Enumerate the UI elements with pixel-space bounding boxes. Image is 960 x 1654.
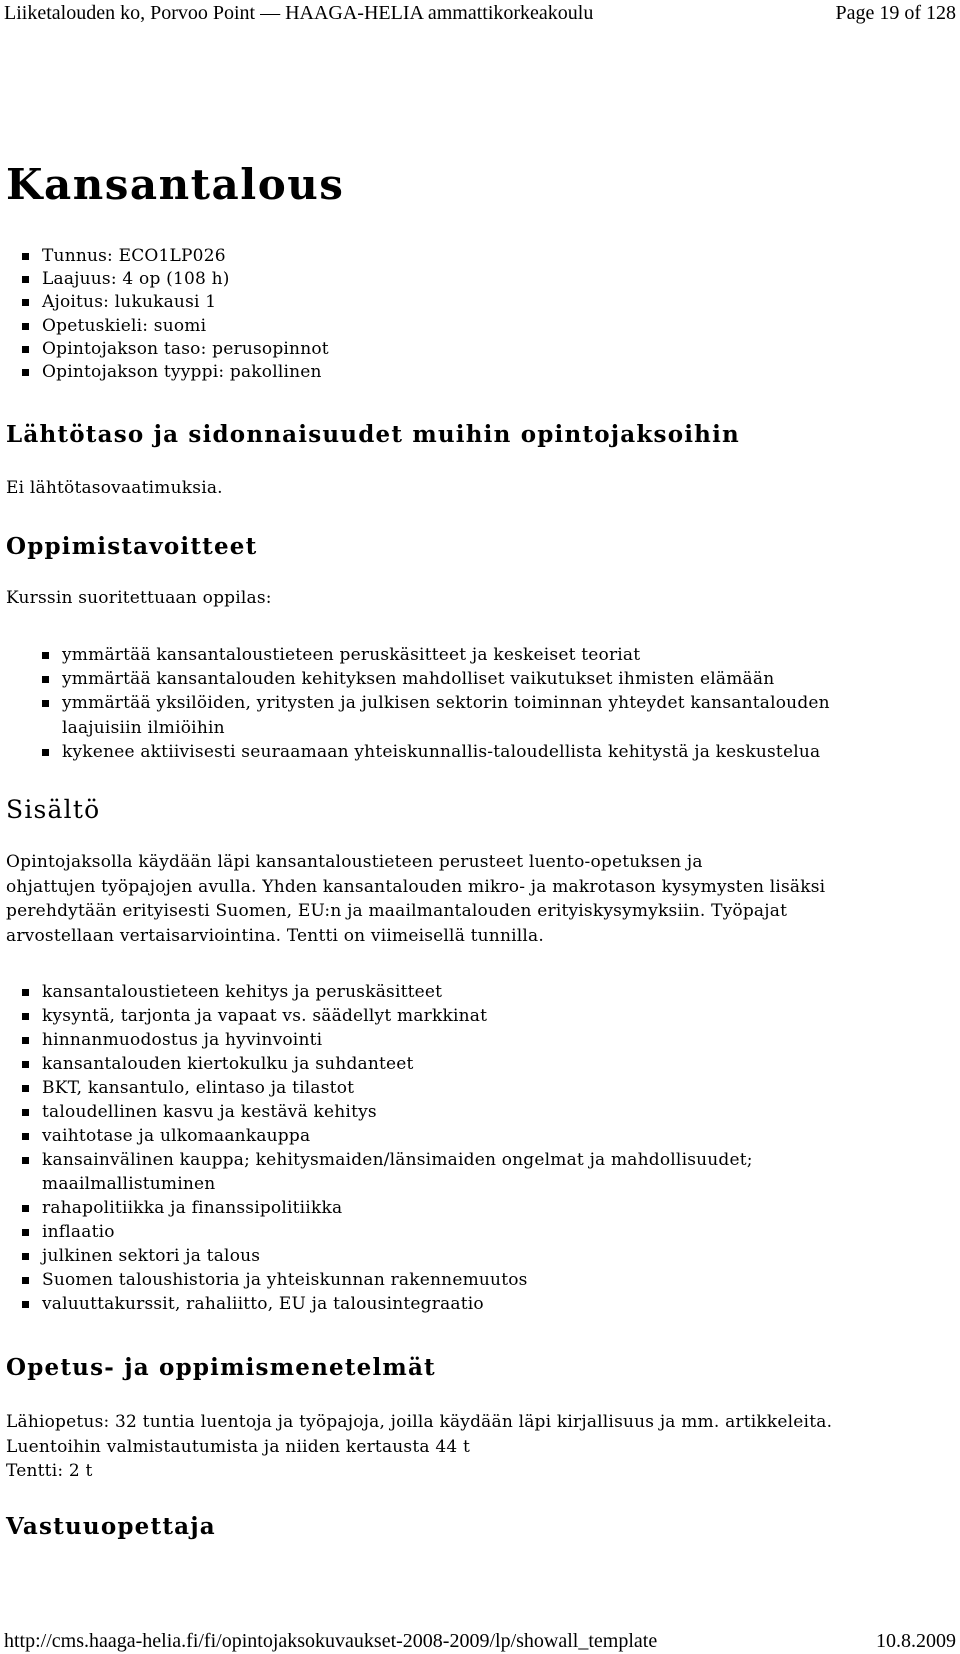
objectives-intro: Kurssin suoritettuaan oppilas: [6,588,272,608]
text-line: Opintojaksolla käydään läpi kansantaloustieteen perusteet luento-opetuksen ja [6,852,703,872]
square-bullet-icon [22,1229,29,1236]
footer-url: http://cms.haaga-helia.fi/fi/opintojaksokuvaukset-2008-2009/lp/showall_template [4,1630,658,1652]
list-item-text: ymmärtää yksilöiden, yritysten ja julkisen sektorin toiminnan yhteydet kansantalouden [62,693,830,714]
square-bullet-icon [22,346,29,353]
list-item-text: Ajoitus: lukukausi 1 [42,292,217,313]
text-line: arvostellaan vertaisarviointina. Tentti on viimeisellä tunnilla. [6,925,544,946]
page-number: Page 19 of 128 [835,2,956,24]
list-item-text: inflaatio [42,1222,115,1242]
list-item-text: Opintojakson taso: perusopinnot [42,338,329,359]
prereq-heading: Lähtötaso ja sidonnaisuudet muihin opintojaksoihin [6,421,740,448]
list-item-text: BKT, kansantulo, elintaso ja tilastot [42,1078,355,1098]
text-line: Lähiopetus: 32 tuntia luentoja ja työpajoja, joilla käydään läpi kirjallisuus ja mm. artikkeleita. [6,1412,833,1432]
list-item [42,1268,753,1292]
list-item [62,667,830,691]
square-bullet-icon [22,323,29,330]
square-bullet-icon [22,1085,29,1092]
teacher-heading: Vastuuopettaja [6,1513,216,1540]
square-bullet-icon [22,1061,29,1068]
list-item-text: hinnanmuodostus ja hyvinvointi [42,1030,323,1050]
list-item [42,291,329,314]
list-item-text: ymmärtää kansantaloustieteen peruskäsitteet ja keskeiset teoriat [62,645,641,665]
text-line: ohjattujen työpajojen avulla. Yhden kansantalouden mikro- ja makrotason kysymysten lisäksi [6,876,826,897]
list-item [42,338,329,361]
list-item-text: taloudellinen kasvu ja kestävä kehitys [42,1102,377,1122]
list-item-text: kansantaloustieteen kehitys ja peruskäsitteet [42,982,443,1002]
list-item [42,1052,753,1076]
list-item [42,1244,753,1268]
list-item-text: Opetuskieli: suomi [42,315,207,336]
list-item-text: valuuttakurssit, rahaliitto, EU ja talousintegraatio [42,1294,484,1314]
methods-heading: Opetus- ja oppimismenetelmät [6,1354,436,1381]
square-bullet-icon [22,1253,29,1260]
text-line: perehdytään erityisesti Suomen, EU:n ja maailmantalouden erityiskysymyksiin. Työpajat [6,901,788,921]
prereq-text: Ei lähtötasovaatimuksia. [6,478,223,498]
square-bullet-icon [22,1205,29,1212]
list-item [62,643,830,667]
list-item-text: ymmärtää kansantalouden kehityksen mahdolliset vaikutukset ihmisten elämään [62,669,775,690]
square-bullet-icon [22,253,29,260]
list-item-text: laajuisiin ilmiöihin [62,717,225,738]
list-item [42,1220,753,1244]
list-item [42,361,329,384]
list-item-text: kysyntä, tarjonta ja vapaat vs. säädellyt markkinat [42,1006,488,1026]
course-meta-list [42,245,329,384]
list-item [42,1148,753,1196]
page-title: Kansantalous [6,160,345,209]
list-item [42,980,753,1004]
list-item [42,1076,753,1100]
square-bullet-icon [22,1109,29,1116]
objectives-list [62,643,830,764]
list-item [42,245,329,268]
list-item [42,1292,753,1316]
square-bullet-icon [22,1133,29,1140]
list-item-text: Suomen taloushistoria ja yhteiskunnan rakennemuutos [42,1270,528,1290]
square-bullet-icon [22,1013,29,1020]
list-item [42,1028,753,1052]
page-header-title: Liiketalouden ko, Porvoo Point — HAAGA-HELIA ammattikorkeakoulu [4,2,594,24]
content-paragraph [6,850,825,948]
text-line: Tentti: 2 t [6,1461,93,1481]
square-bullet-icon [22,369,29,376]
objectives-heading: Oppimistavoitteet [6,533,258,560]
list-item [42,1100,753,1124]
square-bullet-icon [42,749,49,756]
list-item-text: maailmallistuminen [42,1174,216,1194]
list-item-text: Laajuus: 4 op (108 h) [42,269,230,290]
list-item [42,1124,753,1148]
content-topics-list [42,980,753,1316]
list-item-text: kykenee aktiivisesti seuraamaan yhteiskunnallis-taloudellista kehitystä ja keskustelua [62,741,821,762]
list-item-text: kansantalouden kiertokulku ja suhdanteet [42,1054,414,1074]
list-item-text: Tunnus: ECO1LP026 [42,246,226,266]
content-heading: Sisältö [6,795,101,824]
list-item-text: rahapolitiikka ja finanssipolitiikka [42,1198,343,1218]
square-bullet-icon [22,299,29,306]
methods-text [6,1410,832,1484]
list-item-text: vaihtotase ja ulkomaankauppa [42,1126,311,1146]
square-bullet-icon [42,676,49,683]
list-item [42,1196,753,1220]
footer-date: 10.8.2009 [876,1630,956,1652]
square-bullet-icon [42,700,49,707]
list-item [42,268,329,291]
list-item-text: julkinen sektori ja talous [42,1246,261,1266]
square-bullet-icon [22,989,29,996]
square-bullet-icon [22,1157,29,1164]
list-item [62,691,830,739]
square-bullet-icon [22,1037,29,1044]
list-item [42,315,329,338]
text-line: Luentoihin valmistautumista ja niiden kertausta 44 t [6,1436,470,1457]
list-item [42,1004,753,1028]
list-item-text: Opintojakson tyyppi: pakollinen [42,362,322,383]
square-bullet-icon [42,652,49,659]
square-bullet-icon [22,1277,29,1284]
list-item-text: kansainvälinen kauppa; kehitysmaiden/länsimaiden ongelmat ja mahdollisuudet; [42,1150,753,1170]
square-bullet-icon [22,276,29,283]
square-bullet-icon [22,1301,29,1308]
list-item [62,740,830,764]
